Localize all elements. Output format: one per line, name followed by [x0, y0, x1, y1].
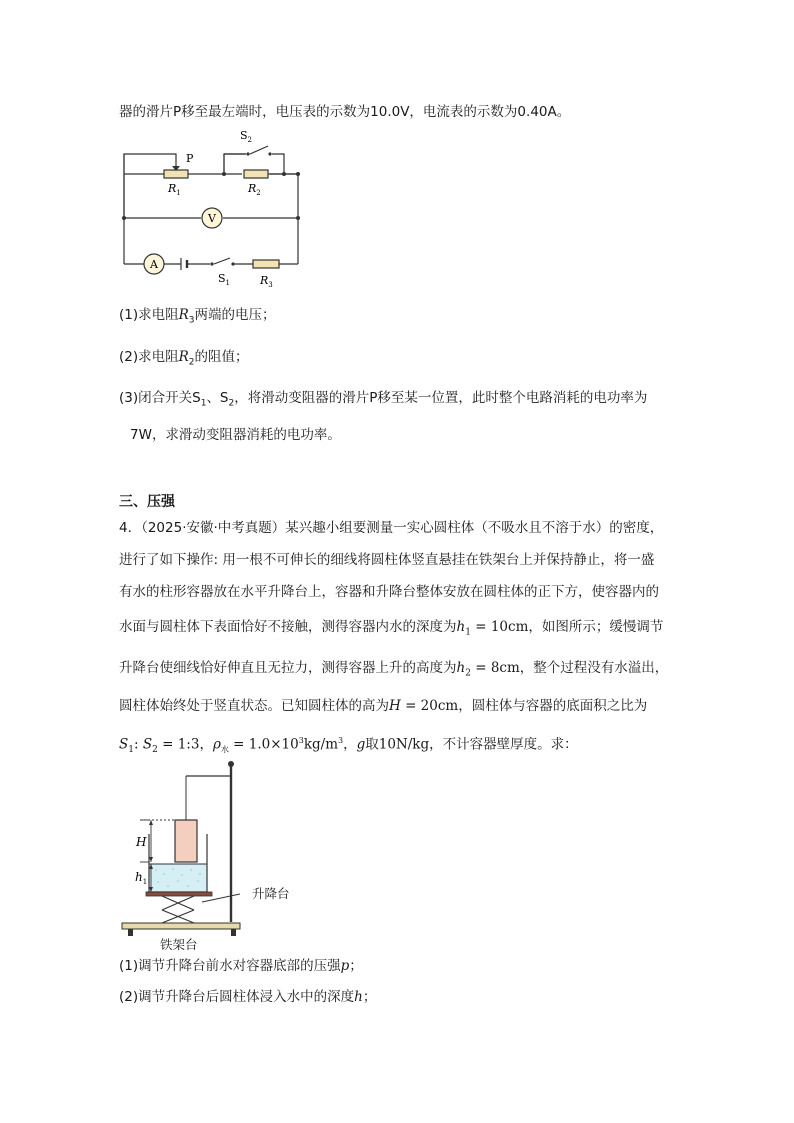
r2-label: $R_2$ — [248, 182, 261, 197]
voltmeter-label: V — [208, 212, 216, 225]
q4-line7: $S_1$: $S_2$ = 1:3，$\rho_水 = 1.0\times 10^3kg/m^3$，g取10N/kg，不计容器壁厚度。求： — [119, 736, 578, 756]
r3-label: $R_3$ — [260, 274, 273, 288]
q4-line1: 4．（2025·安徽·中考真题）某兴趣小组要测量一实心圆柱体（不吸水且不溶于水）的密度， — [119, 520, 664, 536]
q4-line5: 升降台使细线恰好伸直且无拉力，测得容器上升的高度为$h_2 = 8cm$，整个过程没有水溢出， — [119, 660, 669, 679]
resistor-r3 — [253, 260, 279, 268]
p-label: P — [186, 152, 194, 165]
label-stand: 铁架台 — [160, 937, 198, 952]
section-title: 三、压强 — [119, 494, 175, 510]
resistor-r2 — [244, 170, 268, 178]
question-3-2: (2)求电阻$R_2$的阻值； — [119, 349, 249, 368]
label-h1: $h_1$ — [135, 870, 148, 886]
q4-line3: 有水的柱形容器放在水平升降台上，容器和升降台整体安放在圆柱体的正下方，使容器内的 — [119, 584, 659, 600]
r1-label: $R_1$ — [168, 182, 181, 197]
label-platform: 升降台 — [252, 886, 290, 901]
q4-line4: 水面与圆柱体下表面恰好不接触，测得容器内水的深度为$h_1 = 10cm$，如图所示；缓慢调节 — [119, 619, 664, 638]
question-4-1: (1)调节升降台前水对容器底部的压强p； — [119, 958, 363, 974]
resistor-r1 — [164, 170, 188, 178]
ammeter-label: A — [150, 258, 158, 271]
iron-stand-figure — [118, 760, 308, 952]
s2-label: $S_2$ — [240, 129, 253, 144]
stand-base — [122, 923, 240, 929]
circuit-diagram — [112, 128, 312, 288]
water — [149, 864, 207, 892]
intro-text: 器的滑片P移至最左端时，电压表的示数为10.0V，电流表的示数为0.40A。 — [119, 104, 571, 120]
s1-label: $S_1$ — [218, 272, 231, 287]
question-3-1: (1)求电阻$R_3$两端的电压； — [119, 307, 276, 326]
q4-line2: 进行了如下操作: 用一根不可伸长的细线将圆柱体竖直悬挂在铁架台上并保持静止，将一盛 — [119, 552, 655, 568]
q4-line6: 圆柱体始终处于竖直状态。已知圆柱体的高为H = 20cm，圆柱体与容器的底面积之比为 — [119, 698, 648, 714]
cylinder — [175, 820, 197, 862]
question-3-3-line1: (3)闭合开关$S_1$、$S_2$，将滑动变阻器的滑片P移至某一位置，此时整个电路消耗的电功率为 — [119, 390, 648, 409]
lift-platform — [146, 892, 212, 896]
question-3-3-line2: 7W，求滑动变阻器消耗的电功率。 — [130, 427, 341, 443]
question-4-2: (2)调节升降台后圆柱体浸入水中的深度h； — [119, 989, 377, 1005]
label-H: H — [136, 835, 147, 849]
